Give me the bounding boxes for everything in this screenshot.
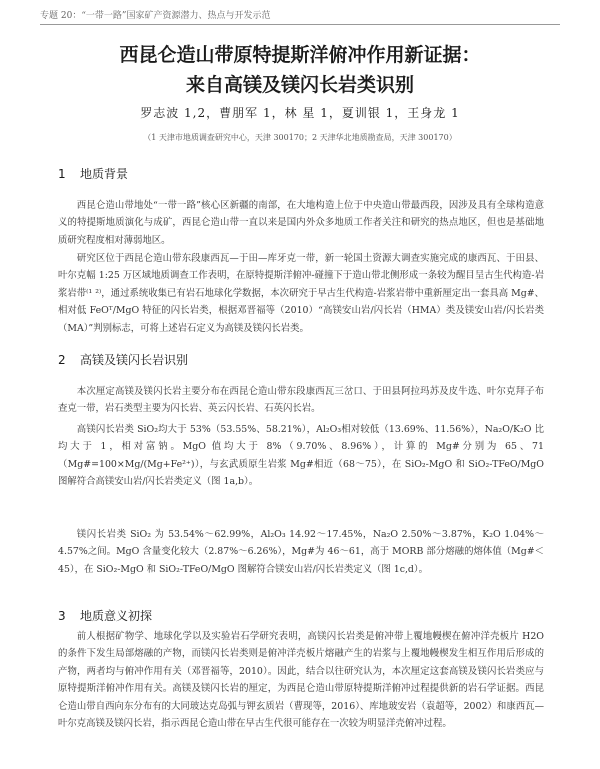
title-line-1: 西昆仑造山带原特提斯洋俯冲作用新证据： xyxy=(119,44,481,66)
header-rule xyxy=(40,24,560,25)
section-number: 1 xyxy=(58,167,66,181)
section-number: 2 xyxy=(58,353,66,367)
title-line-2: 来自高镁及镁闪长岩类识别 xyxy=(185,74,414,96)
section-title: 地质意义初探 xyxy=(80,609,153,623)
running-head: 专题 20：“一带一路”国家矿产资源潜力、热点与开发示范 xyxy=(40,11,271,21)
section-3-heading xyxy=(58,607,152,624)
section-title: 高镁及镁闪长岩识别 xyxy=(80,353,189,367)
paragraph: 镁闪长岩类 SiO₂ 为 53.54%～62.99%，Al₂O₃ 14.92～17.45%，Na₂O 2.50%～3.87%，K₂O 1.04%～4.57%之间。MgO 含量变化较大（2.87%～6.26%），Mg#为 46～61，高于 MORB 部分熔融的熔体值（Mg#＜45），在 SiO₂-MgO 和 SiO₂-TFeO/MgO 图解符合镁安山岩/闪长岩类定义（图 1c,d）。 xyxy=(58,529,544,575)
paragraph: 高镁闪长岩类 SiO₂均大于 53%（53.55%、58.21%），Al₂O₃相对较低（13.69%、11.56%），Na₂O/K₂O 比均大于 1，相对富钠。MgO 值均大于 8%（9.70%、8.96%），计算的 Mg#分别为 65、71（Mg#=100×Mg/(Mg+Fe²⁺)），与玄武质原生岩浆 Mg#相近（68～75），在 SiO₂-MgO 和 SiO₂-TFeO/MgO 图解符合高镁安山岩/闪长岩类定义（图 1a,b）。 xyxy=(58,424,544,488)
paragraph: 研究区位于西昆仑造山带东段康西瓦—于田—库牙克一带，新一轮国土资源大调查实施完成的康西瓦、于田县、叶尔克幅 1:25 万区域地质调查工作表明，在原特提斯洋俯冲-碰撞下于造山带北侧形成一条较为醒目呈古生代构造-岩浆岩带⁽¹ ²⁾，通过系统收集已有岩石地球化学数据，本次研究于早古生代构造-岩浆岩带中重新厘定出一套具高 Mg#、相对低 FeOᵀ/MgO 特征的闪长岩类，根据邓晋福等（2010）“高镁安山岩/闪长岩（HMA）类及镁安山岩/闪长岩类（MA）”判别标志，可将上述岩石定义为高镁及镁闪长岩类。 xyxy=(58,253,544,334)
section-number: 3 xyxy=(58,609,66,623)
section-1-heading xyxy=(58,165,128,182)
section-2-heading xyxy=(58,351,188,368)
author-list: 罗志波 1,2，曹朋军 1，林 星 1，夏训银 1，王身龙 1 xyxy=(140,106,460,120)
section-title: 地质背景 xyxy=(80,167,129,181)
paragraph: 西昆仑造山带地处“一带一路”核心区新疆的南部，在大地构造上位于中央造山带最西段，因涉及具有全球构造意义的特提斯地质演化与成矿，西昆仑造山带一直以来是国内外众多地质工作者关注和研究的热点地区，但也是基础地质研究程度相对薄弱地区。 xyxy=(58,200,544,246)
paragraph: 本次厘定高镁及镁闪长岩主要分布在西昆仑造山带东段康西瓦三岔口、于田县阿拉玛苏及皮牛选、叶尔克拜子布查克一带，岩石类型主要为闪长岩、英云闪长岩、石英闪长岩。 xyxy=(58,386,544,415)
affiliation: （1 天津市地质调查研究中心，天津 300170；2 天津华北地质勘查局，天津 300170） xyxy=(143,133,457,142)
paragraph: 前人根据矿物学、地球化学以及实验岩石学研究表明，高镁闪长岩类是俯冲带上覆地幔楔在俯冲洋壳板片 H2O 的条件下发生局部熔融的产物，而镁闪长岩类则是俯冲洋壳板片熔融产生的岩浆与上覆地幔楔发生相互作用后形成的产物，两者均与俯冲作用有关（邓晋福等，2010）。因此，结合以往研究认为，本次厘定这套高镁及镁闪长岩类应与原特提斯洋俯冲作用有关。高镁及镁闪长岩的厘定，为西昆仑造山带原特提斯洋俯冲过程提供新的岩石学证据。西昆仑造山带自西向东分布有的大同玻达克岛弧与钾玄质岩（曹现等，2016）、库地玻安岩（袁超等，2002）和康西瓦—叶尔克高镁及镁闪长岩，指示西昆仑造山带在早古生代很可能存在一次较为明显洋壳俯冲过程。 xyxy=(58,631,544,730)
